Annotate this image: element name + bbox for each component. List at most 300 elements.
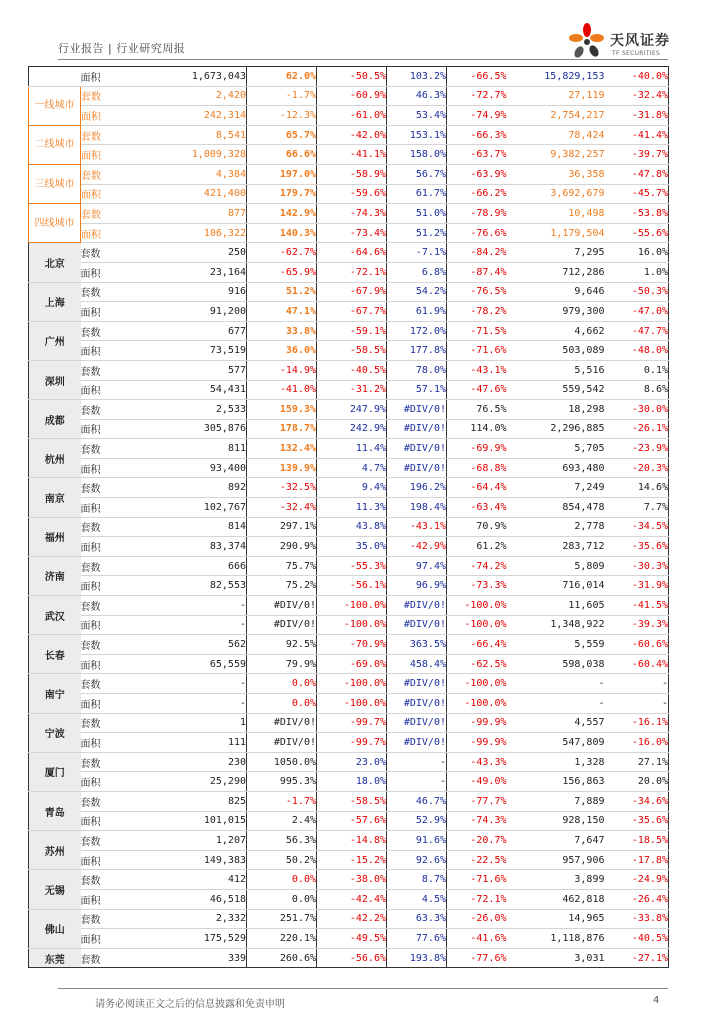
value-cell: 9,646 <box>507 282 605 302</box>
value-cell: 916 <box>139 282 247 302</box>
metric-label: 面积 <box>81 302 139 322</box>
city-cell <box>29 478 81 517</box>
value-cell: -100.0% <box>447 674 507 694</box>
metric-label: 面积 <box>81 498 139 518</box>
metric-label: 面积 <box>81 380 139 400</box>
value-cell: 412 <box>139 870 247 890</box>
value-cell: 0.0% <box>247 870 317 890</box>
city-name: 厦门 <box>44 768 65 780</box>
value-cell: -26.0% <box>447 909 507 929</box>
value-cell: 153.1% <box>387 125 447 145</box>
value-cell: 2,332 <box>139 909 247 929</box>
value-cell: 14,965 <box>507 909 605 929</box>
table-row <box>29 204 669 224</box>
value-cell: 892 <box>139 478 247 498</box>
value-cell: 198.4% <box>387 498 447 518</box>
value-cell: -64.6% <box>317 243 387 263</box>
value-cell: 50.2% <box>247 850 317 870</box>
value-cell: 43.8% <box>317 517 387 537</box>
city-cell <box>29 635 81 674</box>
value-cell: -74.3% <box>317 204 387 224</box>
value-cell: -56.6% <box>317 948 387 968</box>
city-name: 福州 <box>44 533 65 545</box>
value-cell: -58.9% <box>317 164 387 184</box>
value-cell: 11.3% <box>317 498 387 518</box>
value-cell: 283,712 <box>507 537 605 557</box>
value-cell: 290.9% <box>247 537 317 557</box>
value-cell: 76.5% <box>447 400 507 420</box>
value-cell: -100.0% <box>447 694 507 714</box>
value-cell: 53.4% <box>387 106 447 126</box>
value-cell: -33.8% <box>605 909 669 929</box>
value-cell: 598,038 <box>507 654 605 674</box>
value-cell: #DIV/0! <box>247 733 317 753</box>
value-cell: -31.8% <box>605 106 669 126</box>
value-cell: 1,207 <box>139 831 247 851</box>
value-cell: -74.2% <box>447 556 507 576</box>
value-cell: 4,662 <box>507 321 605 341</box>
value-cell: -1.7% <box>247 791 317 811</box>
metric-label: 面积 <box>81 772 139 792</box>
value-cell: -55.6% <box>605 223 669 243</box>
table-row <box>29 184 669 204</box>
metric-label: 面积 <box>81 106 139 126</box>
metric-label: 面积 <box>81 576 139 596</box>
value-cell: -78.2% <box>447 302 507 322</box>
value-cell: 75.7% <box>247 556 317 576</box>
table-row <box>29 576 669 596</box>
value-cell: 666 <box>139 556 247 576</box>
metric-label: 套数 <box>81 86 139 106</box>
value-cell: 547,809 <box>507 733 605 753</box>
value-cell: -26.1% <box>605 419 669 439</box>
value-cell: 111 <box>139 733 247 753</box>
value-cell: 158.0% <box>387 145 447 165</box>
metric-label: 套数 <box>81 360 139 380</box>
value-cell: 20.0% <box>605 772 669 792</box>
value-cell: -73.3% <box>447 576 507 596</box>
table-row <box>29 694 669 714</box>
value-cell: 11.4% <box>317 439 387 459</box>
value-cell: 1,348,922 <box>507 615 605 635</box>
value-cell: 854,478 <box>507 498 605 518</box>
value-cell: -67.9% <box>317 282 387 302</box>
value-cell: -100.0% <box>447 596 507 616</box>
value-cell: 132.4% <box>247 439 317 459</box>
value-cell: 106,322 <box>139 223 247 243</box>
value-cell: #DIV/0! <box>247 596 317 616</box>
value-cell: 562 <box>139 635 247 655</box>
value-cell: -62.7% <box>247 243 317 263</box>
value-cell: 251.7% <box>247 909 317 929</box>
city-name: 杭州 <box>44 454 65 466</box>
city-name: 武汉 <box>44 611 65 623</box>
value-cell: 23.0% <box>317 752 387 772</box>
value-cell: -18.5% <box>605 831 669 851</box>
metric-label: 套数 <box>81 713 139 733</box>
table-row <box>29 850 669 870</box>
value-cell: 2,754,217 <box>507 106 605 126</box>
city-cell <box>29 596 81 635</box>
value-cell: #DIV/0! <box>387 596 447 616</box>
table-row <box>29 556 669 576</box>
city-cell <box>29 870 81 909</box>
value-cell: 8,541 <box>139 125 247 145</box>
value-cell: 0.0% <box>247 889 317 909</box>
value-cell: 8.6% <box>605 380 669 400</box>
value-cell: -32.5% <box>247 478 317 498</box>
value-cell: 811 <box>139 439 247 459</box>
value-cell: 77.6% <box>387 929 447 949</box>
value-cell: -100.0% <box>317 674 387 694</box>
value-cell: -41.1% <box>317 145 387 165</box>
value-cell: 83,374 <box>139 537 247 557</box>
value-cell: #DIV/0! <box>387 419 447 439</box>
city-name: 青岛 <box>44 807 65 819</box>
table-row <box>29 498 669 518</box>
value-cell: -66.3% <box>447 125 507 145</box>
value-cell: - <box>605 694 669 714</box>
metric-label: 面积 <box>81 67 139 87</box>
value-cell: 5,705 <box>507 439 605 459</box>
value-cell: - <box>605 674 669 694</box>
metric-label: 面积 <box>81 615 139 635</box>
value-cell: 177.8% <box>387 341 447 361</box>
value-cell: 4.7% <box>317 458 387 478</box>
value-cell: 9,382,257 <box>507 145 605 165</box>
value-cell: 559,542 <box>507 380 605 400</box>
value-cell: 3,031 <box>507 948 605 968</box>
value-cell: -50.3% <box>605 282 669 302</box>
value-cell: -56.1% <box>317 576 387 596</box>
value-cell: -57.6% <box>317 811 387 831</box>
footer-divider <box>58 988 668 989</box>
table-row <box>29 831 669 851</box>
value-cell: -47.0% <box>605 302 669 322</box>
city-name: 成都 <box>44 415 65 427</box>
value-cell: -58.5% <box>317 341 387 361</box>
table-row <box>29 439 669 459</box>
metric-label: 套数 <box>81 321 139 341</box>
value-cell: 305,876 <box>139 419 247 439</box>
value-cell: -34.6% <box>605 791 669 811</box>
table-row <box>29 889 669 909</box>
table-row <box>29 67 669 87</box>
value-cell: 56.3% <box>247 831 317 851</box>
value-cell: 10,498 <box>507 204 605 224</box>
value-cell: 4,557 <box>507 713 605 733</box>
table-row <box>29 145 669 165</box>
value-cell: 92.6% <box>387 850 447 870</box>
value-cell: -60.9% <box>317 86 387 106</box>
value-cell: 175,529 <box>139 929 247 949</box>
table-row <box>29 537 669 557</box>
table-row <box>29 164 669 184</box>
city-name: 济南 <box>44 572 65 584</box>
value-cell: -49.5% <box>317 929 387 949</box>
value-cell: 56.7% <box>387 164 447 184</box>
value-cell: 928,150 <box>507 811 605 831</box>
value-cell: -32.4% <box>605 86 669 106</box>
value-cell: 2,296,885 <box>507 419 605 439</box>
table-row <box>29 772 669 792</box>
value-cell: -63.4% <box>447 498 507 518</box>
value-cell: -70.9% <box>317 635 387 655</box>
value-cell: -26.4% <box>605 889 669 909</box>
city-name: 深圳 <box>44 376 65 388</box>
value-cell: 7.7% <box>605 498 669 518</box>
page-number: 4 <box>653 995 660 1006</box>
value-cell: 297.1% <box>247 517 317 537</box>
metric-label: 套数 <box>81 831 139 851</box>
metric-label: 套数 <box>81 243 139 263</box>
metric-label: 面积 <box>81 419 139 439</box>
value-cell: 27,119 <box>507 86 605 106</box>
city-cell <box>29 243 81 282</box>
city-name: 苏州 <box>44 846 65 858</box>
metric-label: 套数 <box>81 439 139 459</box>
value-cell: 458.4% <box>387 654 447 674</box>
metric-label: 面积 <box>81 694 139 714</box>
value-cell: 825 <box>139 791 247 811</box>
value-cell: -17.8% <box>605 850 669 870</box>
metric-label: 套数 <box>81 125 139 145</box>
value-cell: 18.0% <box>317 772 387 792</box>
city-name: 南京 <box>44 494 65 506</box>
value-cell: - <box>139 615 247 635</box>
value-cell: - <box>139 694 247 714</box>
value-cell: 23,164 <box>139 262 247 282</box>
value-cell: 4.5% <box>387 889 447 909</box>
metric-label: 面积 <box>81 458 139 478</box>
value-cell: 27.1% <box>605 752 669 772</box>
disclaimer-text: 请务必阅读正文之后的信息披露和免责申明 <box>95 999 285 1010</box>
value-cell: 2,420 <box>139 86 247 106</box>
value-cell: -23.9% <box>605 439 669 459</box>
value-cell: -72.7% <box>447 86 507 106</box>
metric-label: 套数 <box>81 674 139 694</box>
table-row <box>29 86 669 106</box>
value-cell: -15.2% <box>317 850 387 870</box>
metric-label: 套数 <box>81 282 139 302</box>
value-cell: 61.7% <box>387 184 447 204</box>
value-cell: -16.0% <box>605 733 669 753</box>
value-cell: 979,300 <box>507 302 605 322</box>
value-cell: #DIV/0! <box>247 713 317 733</box>
value-cell: -41.5% <box>605 596 669 616</box>
metric-label: 套数 <box>81 752 139 772</box>
value-cell: -43.3% <box>447 752 507 772</box>
value-cell: -43.1% <box>387 517 447 537</box>
city-cell <box>29 321 81 360</box>
value-cell: -87.4% <box>447 262 507 282</box>
table-row <box>29 752 669 772</box>
table-row <box>29 321 669 341</box>
value-cell: -41.4% <box>605 125 669 145</box>
value-cell: -40.5% <box>317 360 387 380</box>
value-cell: 51.2% <box>387 223 447 243</box>
value-cell: -100.0% <box>317 694 387 714</box>
value-cell: #DIV/0! <box>387 615 447 635</box>
value-cell: -1.7% <box>247 86 317 106</box>
value-cell: -68.8% <box>447 458 507 478</box>
value-cell: -39.7% <box>605 145 669 165</box>
value-cell: -66.2% <box>447 184 507 204</box>
value-cell: 78.0% <box>387 360 447 380</box>
value-cell: -47.7% <box>605 321 669 341</box>
value-cell: -74.9% <box>447 106 507 126</box>
metric-label: 套数 <box>81 204 139 224</box>
metric-label: 面积 <box>81 184 139 204</box>
city-cell <box>29 67 81 87</box>
value-cell: -66.5% <box>447 67 507 87</box>
value-cell: - <box>387 752 447 772</box>
value-cell: 1,328 <box>507 752 605 772</box>
value-cell: 6.8% <box>387 262 447 282</box>
city-name: 长春 <box>44 650 65 662</box>
city-name: 二线城市 <box>34 139 75 151</box>
value-cell: 197.0% <box>247 164 317 184</box>
value-cell: -49.0% <box>447 772 507 792</box>
value-cell: -66.4% <box>447 635 507 655</box>
value-cell: -30.0% <box>605 400 669 420</box>
value-cell: -39.3% <box>605 615 669 635</box>
value-cell: -74.3% <box>447 811 507 831</box>
value-cell: 3,899 <box>507 870 605 890</box>
city-cell <box>29 713 81 752</box>
table-row <box>29 713 669 733</box>
table-row <box>29 596 669 616</box>
table-row <box>29 223 669 243</box>
table-row <box>29 929 669 949</box>
value-cell: 957,906 <box>507 850 605 870</box>
value-cell: 51.0% <box>387 204 447 224</box>
metric-label: 面积 <box>81 850 139 870</box>
value-cell: 178.7% <box>247 419 317 439</box>
value-cell: 363.5% <box>387 635 447 655</box>
city-cell <box>29 282 81 321</box>
metric-label: 套数 <box>81 909 139 929</box>
metric-label: 面积 <box>81 341 139 361</box>
city-name: 东莞 <box>44 954 65 966</box>
value-cell: -72.1% <box>317 262 387 282</box>
metric-label: 套数 <box>81 556 139 576</box>
value-cell: 139.9% <box>247 458 317 478</box>
metric-label: 面积 <box>81 537 139 557</box>
value-cell: 172.0% <box>387 321 447 341</box>
table-row <box>29 380 669 400</box>
value-cell: 0.0% <box>247 674 317 694</box>
metric-label: 套数 <box>81 517 139 537</box>
value-cell: -42.4% <box>317 889 387 909</box>
value-cell: 877 <box>139 204 247 224</box>
value-cell: 814 <box>139 517 247 537</box>
value-cell: -84.2% <box>447 243 507 263</box>
value-cell: #DIV/0! <box>387 694 447 714</box>
table-row <box>29 360 669 380</box>
value-cell: -59.6% <box>317 184 387 204</box>
value-cell: 103.2% <box>387 67 447 87</box>
value-cell: 2,533 <box>139 400 247 420</box>
metric-label: 面积 <box>81 262 139 282</box>
city-cell <box>29 86 81 125</box>
value-cell: 179.7% <box>247 184 317 204</box>
table-row <box>29 262 669 282</box>
company-logo <box>566 21 686 63</box>
city-cell <box>29 439 81 478</box>
value-cell: -99.7% <box>317 713 387 733</box>
value-cell: -99.9% <box>447 713 507 733</box>
metric-label: 套数 <box>81 635 139 655</box>
value-cell: 82,553 <box>139 576 247 596</box>
value-cell: 1,673,043 <box>139 67 247 87</box>
value-cell: -55.3% <box>317 556 387 576</box>
city-cell <box>29 791 81 830</box>
value-cell: 2,778 <box>507 517 605 537</box>
value-cell: -20.7% <box>447 831 507 851</box>
header-divider <box>58 59 668 60</box>
value-cell: 51.2% <box>247 282 317 302</box>
table-row <box>29 635 669 655</box>
value-cell: #DIV/0! <box>387 439 447 459</box>
value-cell: 220.1% <box>247 929 317 949</box>
table-row <box>29 870 669 890</box>
value-cell: 91,200 <box>139 302 247 322</box>
value-cell: 75.2% <box>247 576 317 596</box>
value-cell: -71.6% <box>447 870 507 890</box>
city-cell <box>29 517 81 556</box>
city-cell <box>29 831 81 870</box>
table-row <box>29 948 669 968</box>
city-cell <box>29 948 81 968</box>
value-cell: -99.9% <box>447 733 507 753</box>
value-cell: 3,692,679 <box>507 184 605 204</box>
metric-label: 面积 <box>81 889 139 909</box>
metric-label: 套数 <box>81 478 139 498</box>
table-row <box>29 733 669 753</box>
city-name: 佛山 <box>44 925 65 937</box>
logo-text-en: TF SECURITIES <box>612 50 661 57</box>
table-row <box>29 419 669 439</box>
city-name: 南宁 <box>44 690 65 701</box>
value-cell: 0.1% <box>605 360 669 380</box>
table-row <box>29 458 669 478</box>
value-cell: -30.3% <box>605 556 669 576</box>
city-cell <box>29 400 81 439</box>
city-name: 三线城市 <box>34 178 75 190</box>
value-cell: 57.1% <box>387 380 447 400</box>
value-cell: 65.7% <box>247 125 317 145</box>
city-cell <box>29 204 81 243</box>
metric-label: 面积 <box>81 145 139 165</box>
city-cell <box>29 125 81 164</box>
value-cell: -24.9% <box>605 870 669 890</box>
value-cell: 242.9% <box>317 419 387 439</box>
value-cell: 1 <box>139 713 247 733</box>
value-cell: 46.7% <box>387 791 447 811</box>
value-cell: 149,383 <box>139 850 247 870</box>
value-cell: -42.2% <box>317 909 387 929</box>
value-cell: 79.9% <box>247 654 317 674</box>
table-row <box>29 909 669 929</box>
value-cell: 101,015 <box>139 811 247 831</box>
value-cell: 712,286 <box>507 262 605 282</box>
metric-label: 套数 <box>81 400 139 420</box>
metric-label: 面积 <box>81 929 139 949</box>
city-cell <box>29 360 81 399</box>
value-cell: 54.2% <box>387 282 447 302</box>
value-cell: -71.6% <box>447 341 507 361</box>
